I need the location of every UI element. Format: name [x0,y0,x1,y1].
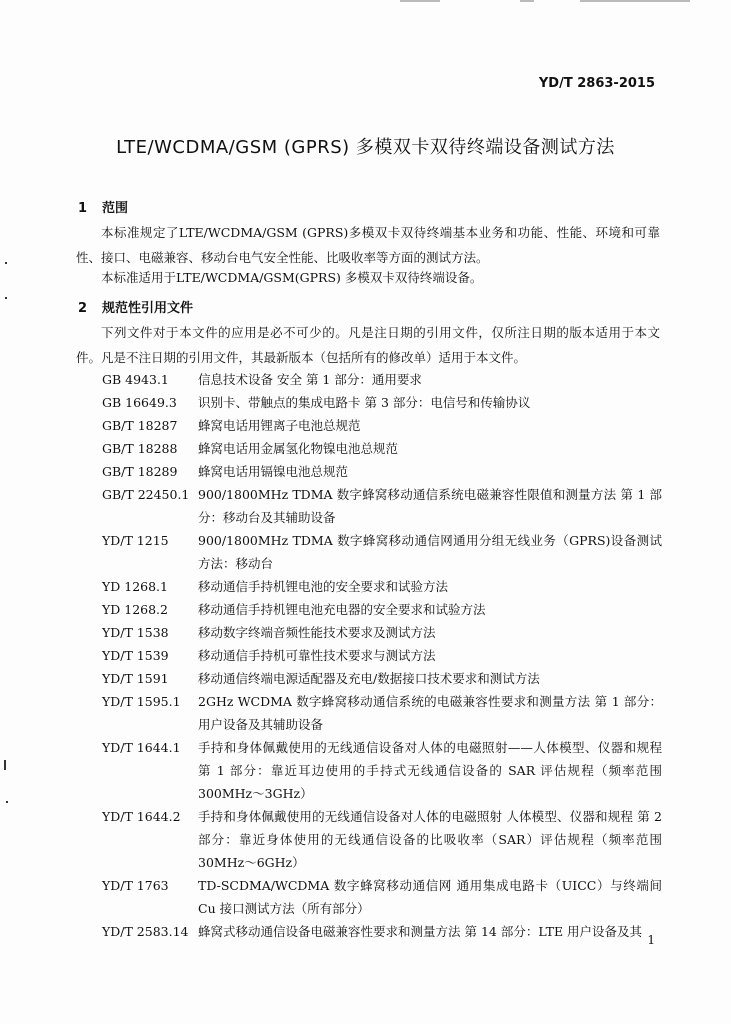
reference-code: YD/T 1591 [102,671,169,686]
reference-code: YD 1268.1 [102,579,168,594]
reference-item [102,690,662,736]
reference-title: 蜂窝式移动通信设备电磁兼容性要求和测量方法 第 14 部分：LTE 用户设备及其 [198,924,643,939]
scan-speck [5,297,7,299]
applicability-paragraph: 本标准适用于LTE/WCDMA/GSM(GPRS) 多模双卡双待终端设备。 [101,270,483,285]
section-1-heading [78,197,128,216]
reference-item [102,368,662,391]
reference-title: 2GHz WCDMA 数字蜂窝移动通信系统的电磁兼容性要求和测量方法 第 1 部分：用户设备及其辅助设备 [198,694,662,732]
reference-title: 蜂窝电话用镉镍电池总规范 [198,464,349,479]
reference-code: GB/T 18287 [102,418,178,433]
reference-item [102,874,662,920]
reference-title: 900/1800MHz TDMA 数字蜂窝移动通信系统电磁兼容性限值和测量方法 第 1 部分：移动台及其辅助设备 [198,487,662,525]
section-title: 范围 [102,201,129,216]
reference-item [102,529,662,575]
reference-code: YD/T 1763 [102,878,169,893]
document-title: LTE/WCDMA/GSM (GPRS) 多模双卡双待终端设备测试方法 [116,137,615,158]
reference-title: 移动通信手持机锂电池充电器的安全要求和试验方法 [198,602,486,617]
scan-speck [4,760,6,770]
reference-code: YD/T 1644.2 [102,809,181,824]
section-2-heading [78,297,193,316]
reference-item [102,920,662,943]
reference-item [102,575,662,598]
reference-item [102,805,662,874]
reference-code: YD/T 1644.1 [102,740,181,755]
page-number: 1 [647,933,655,947]
reference-item [102,644,662,667]
reference-title: 识别卡、带触点的集成电路卡 第 3 部分：电信号和传输协议 [198,395,531,410]
reference-code: YD/T 2583.14 [102,924,189,939]
reference-title: 手持和身体佩戴使用的无线通信设备对人体的电磁照射——人体模型、仪器和规程 第 1 部分：靠近耳边使用的手持式无线通信设备的 SAR 评估规程（频率范围 300MHz～3GHz） [198,740,662,801]
standard-code: YD/T 2863-2015 [538,76,655,91]
references-intro-paragraph: 下列文件对于本文件的应用是必不可少的。凡是注日期的引用文件，仅所注日期的版本适用于本文件。凡是不注日期的引用文件，其最新版本（包括所有的修改单）适用于本文件。 [76,325,660,365]
scope-paragraph: 本标准规定了LTE/WCDMA/GSM (GPRS)多模双卡双待终端基本业务和功能、性能、环境和可靠性、接口、电磁兼容、移动台电气安全性能、比吸收率等方面的测试方法。 [76,225,660,265]
reference-title: 手持和身体佩戴使用的无线通信设备对人体的电磁照射 人体模型、仪器和规程 第 2 部分：靠近身体使用的无线通信设备的比吸收率（SAR）评估规程（频率范围 30MHz～6GHz） [198,809,662,870]
reference-item [102,391,662,414]
normative-references-list [102,368,662,943]
scan-edge-mark [400,0,440,2]
reference-item [102,483,662,529]
reference-title: 移动通信手持机锂电池的安全要求和试验方法 [198,579,449,594]
section-title: 规范性引用文件 [102,301,194,316]
reference-item [102,414,662,437]
reference-code: GB/T 22450.1 [102,487,190,502]
reference-code: YD/T 1538 [102,625,169,640]
reference-code: GB 4943.1 [102,372,169,387]
section-number: 2 [78,301,88,316]
reference-item [102,621,662,644]
reference-title: 移动数字终端音频性能技术要求及测试方法 [198,625,436,640]
scan-speck [5,262,7,264]
reference-title: 信息技术设备 安全 第 1 部分：通用要求 [198,372,422,387]
reference-code: YD/T 1595.1 [102,694,181,709]
reference-item [102,437,662,460]
reference-title: 移动通信手持机可靠性技术要求与测试方法 [198,648,436,663]
reference-title: 移动通信终端电源适配器及充电/数据接口技术要求和测试方法 [198,671,540,686]
reference-code: YD/T 1215 [102,533,169,548]
reference-code: YD/T 1539 [102,648,169,663]
section-number: 1 [78,201,88,216]
reference-title: TD-SCDMA/WCDMA 数字蜂窝移动通信网 通用集成电路卡（UICC）与终端间 Cu 接口测试方法（所有部分） [198,878,662,916]
scan-edge-mark [580,0,690,2]
reference-title: 蜂窝电话用金属氢化物镍电池总规范 [198,441,399,456]
reference-code: YD 1268.2 [102,602,168,617]
reference-code: GB/T 18289 [102,464,178,479]
scan-edge-mark [520,0,534,2]
reference-title: 蜂窝电话用锂离子电池总规范 [198,418,361,433]
reference-code: GB/T 18288 [102,441,178,456]
reference-item [102,667,662,690]
reference-item [102,598,662,621]
scan-speck [6,801,8,803]
reference-code: GB 16649.3 [102,395,177,410]
reference-item [102,736,662,805]
reference-item [102,460,662,483]
reference-title: 900/1800MHz TDMA 数字蜂窝移动通信网通用分组无线业务（GPRS)设备测试方法：移动台 [198,533,662,571]
